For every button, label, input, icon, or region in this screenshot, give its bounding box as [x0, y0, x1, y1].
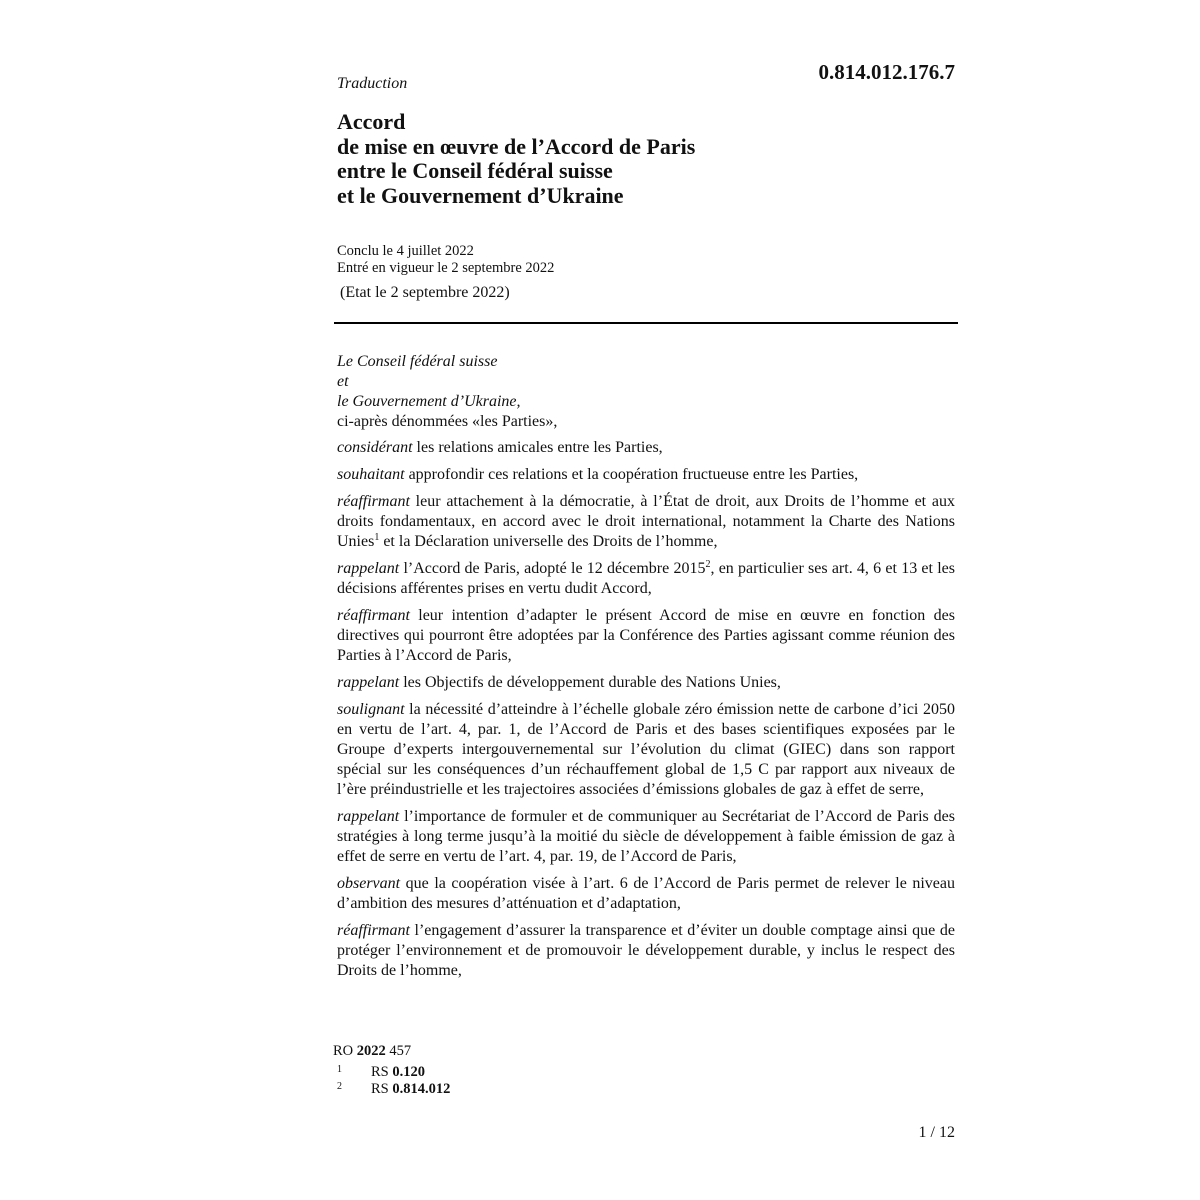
paragraph-lead: rappelant: [337, 560, 400, 577]
preamble-paragraph: [337, 673, 955, 693]
footnote-number: 1: [337, 1064, 342, 1075]
dates-block: [337, 243, 554, 277]
title-line: entre le Conseil fédéral suisse: [337, 158, 613, 183]
footnote-number: 2: [337, 1081, 342, 1092]
paragraph-text: l’Accord de Paris, adopté le 12 décembre 2015: [399, 560, 706, 577]
footnote-link[interactable]: 0.120: [392, 1064, 425, 1080]
concluded-date: Conclu le 4 juillet 2022: [337, 243, 474, 259]
paragraph-text: et la Déclaration universelle des Droits de l’homme,: [379, 533, 718, 550]
document-title: [337, 110, 695, 208]
parties-designation: ci-après dénommées «les Parties»,: [337, 413, 558, 430]
preamble-paragraph: [337, 700, 955, 800]
title-line: Accord: [337, 109, 406, 134]
paragraph-text: leur attachement à la démocratie, à l’État de droit, aux Droits de l’homme et aux droits fondamentaux, en accord avec le droit international, notamment la Charte des Nations Unies: [337, 493, 955, 550]
sr-number: 0.814.012.176.7: [818, 60, 955, 84]
party-2: le Gouvernement d’Ukraine,: [337, 393, 521, 410]
paragraph-lead: observant: [337, 875, 401, 892]
paragraph-text: approfondir ces relations et la coopération fructueuse entre les Parties,: [404, 466, 859, 483]
preamble-paragraph: [337, 921, 955, 981]
paragraph-text: les Objectifs de développement durable des Nations Unies,: [399, 674, 781, 691]
preamble-paragraph: [337, 606, 955, 666]
parties-block: [337, 352, 955, 432]
preamble-paragraph: [337, 874, 955, 914]
paragraph-text: , en particulier ses art. 4, 6 et 13 et les décisions afférentes prises en vertu dudit Accord,: [337, 560, 955, 597]
footnote: [337, 1079, 450, 1097]
paragraph-lead: réaffirmant: [337, 493, 410, 510]
state-date: (Etat le 2 septembre 2022): [340, 284, 510, 301]
paragraph-lead: rappelant: [337, 674, 400, 691]
entry-into-force-date: Entré en vigueur le 2 septembre 2022: [337, 260, 555, 276]
preamble-paragraph: [337, 559, 955, 599]
paragraph-lead: réaffirmant: [337, 607, 410, 624]
paragraph-lead: considérant: [337, 439, 413, 456]
preamble-paragraph: [337, 465, 955, 485]
footnote: [337, 1062, 425, 1080]
preamble-paragraph: [337, 438, 955, 458]
footnote-link[interactable]: 0.814.012: [392, 1081, 451, 1097]
paragraph-lead: souhaitant: [337, 466, 405, 483]
preamble-paragraph: [337, 492, 955, 552]
header-divider: [334, 322, 958, 324]
ro-page: 457: [389, 1043, 412, 1059]
ro-reference: [333, 1043, 411, 1060]
paragraph-text: la nécessité d’atteindre à l’échelle globale zéro émission nette de carbone d’ici 2050 en vertu de l’art. 4, par. 1, de l’Accord de Paris et des bases scientifiques exposées par le Groupe d’experts intergouvernemental sur l’évolution du climat (GIEC) dans son rapport spécial sur les conséquences d’un réchauffement global de 1,5 C par rapport aux niveaux de l’ère préindustrielle et les trajectoires associées d’émissions globales de gaz à effet de serre,: [337, 701, 955, 798]
paragraph-text: leur intention d’adapter le présent Accord de mise en œuvre en fonction des directives qui pourront être adoptées par la Conférence des Parties agissant comme réunion des Parties à l’Accord de Paris,: [337, 607, 955, 664]
title-line: de mise en œuvre de l’Accord de Paris: [337, 133, 696, 159]
title-line: et le Gouvernement d’Ukraine: [337, 182, 624, 208]
footnote-ref[interactable]: 2: [705, 559, 711, 570]
preamble: [337, 352, 955, 988]
paragraph-lead: rappelant: [337, 808, 400, 825]
paragraph-text: les relations amicales entre les Parties,: [412, 439, 663, 456]
paragraph-text: l’importance de formuler et de communiquer au Secrétariat de l’Accord de Paris des stratégies à long terme jusqu’à la moitié du siècle de développement à faible émission de gaz à effet de serre en vertu de l’art. 4, par. 19, de l’Accord de Paris,: [337, 808, 955, 865]
footnote-prefix: RS: [371, 1064, 389, 1080]
page-indicator: 1 / 12: [918, 1124, 955, 1141]
paragraph-text: l’engagement d’assurer la transparence et d’éviter un double comptage ainsi que de protéger l’environnement et de promouvoir le développement durable, y inclus le respect des Droits de l’homme,: [337, 922, 955, 979]
paragraph-lead: réaffirmant: [337, 922, 410, 939]
preamble-paragraph: [337, 807, 955, 867]
footnote-ref[interactable]: 1: [374, 532, 380, 543]
party-conjunction: et: [337, 373, 349, 390]
footnote-prefix: RS: [371, 1081, 389, 1097]
paragraph-text: que la coopération visée à l’art. 6 de l’Accord de Paris permet de relever le niveau d’ambition des mesures d’atténuation et d’adaptation,: [337, 875, 955, 912]
party-1: Le Conseil fédéral suisse: [337, 353, 498, 370]
translation-label: Traduction: [337, 75, 408, 92]
paragraph-lead: soulignant: [337, 701, 405, 718]
ro-year: 2022: [356, 1043, 386, 1059]
ro-prefix: RO: [333, 1043, 354, 1059]
